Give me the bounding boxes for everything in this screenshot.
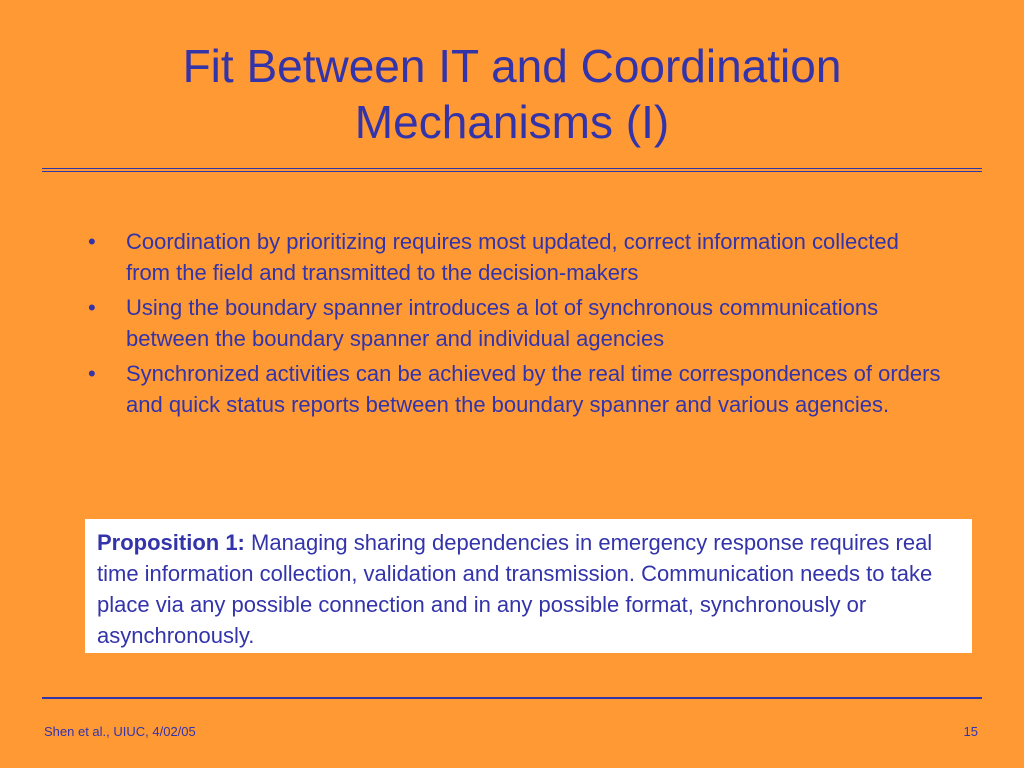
bullet-item bbox=[88, 292, 948, 354]
bullet-dot-icon: • bbox=[88, 295, 96, 320]
proposition-label: Proposition 1: bbox=[97, 530, 245, 555]
slide-title-line-2: Mechanisms (I) bbox=[354, 96, 670, 148]
proposition-text: Managing sharing dependencies in emergency response requires real time information collection, validation and transmission. Communication needs to take place via any possible connection and in any possible format, synchronously or asynchronously. bbox=[97, 530, 933, 648]
bullet-text: Synchronized activities can be achieved by the real time correspondences of orders and quick status reports between the boundary spanner and various agencies. bbox=[126, 361, 941, 417]
bullet-text: Coordination by prioritizing requires most updated, correct information collected from the field and transmitted to the decision-makers bbox=[126, 229, 899, 285]
bullet-item bbox=[88, 358, 948, 420]
bullet-item bbox=[88, 226, 948, 288]
slide-title-line-1: Fit Between IT and Coordination bbox=[182, 40, 842, 92]
page-number: 15 bbox=[963, 724, 978, 739]
footer-divider bbox=[42, 697, 982, 699]
bullet-dot-icon: • bbox=[88, 229, 96, 254]
slide-title bbox=[0, 38, 1024, 150]
footer-citation: Shen et al., UIUC, 4/02/05 bbox=[44, 724, 196, 739]
title-divider bbox=[42, 168, 982, 172]
proposition-box bbox=[85, 519, 972, 653]
bullet-list bbox=[88, 226, 948, 424]
bullet-text: Using the boundary spanner introduces a lot of synchronous communications between the boundary spanner and individual agencies bbox=[126, 295, 879, 351]
bullet-dot-icon: • bbox=[88, 361, 96, 386]
